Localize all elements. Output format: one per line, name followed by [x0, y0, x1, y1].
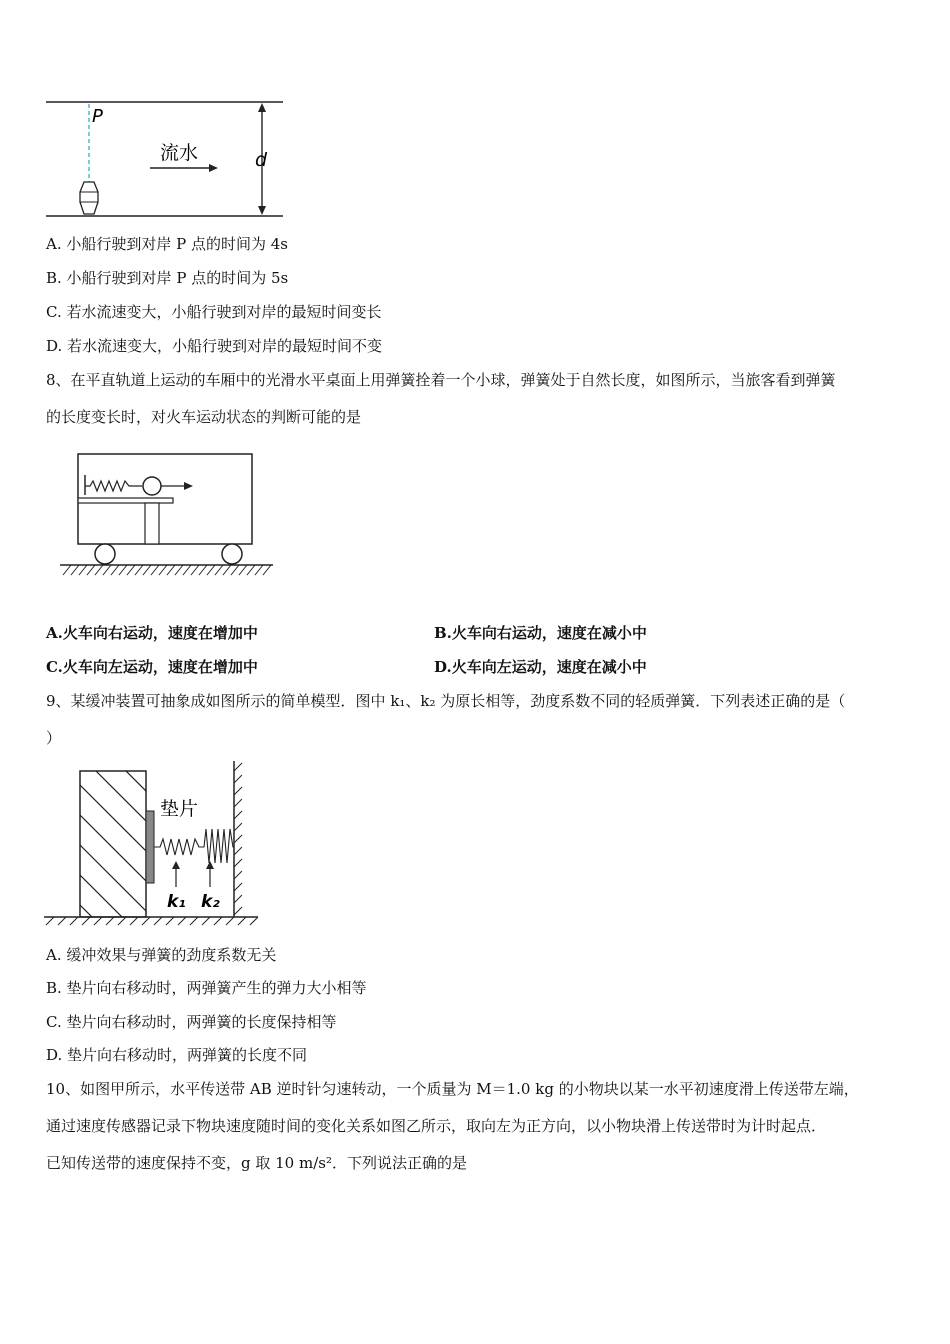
q8-stem-line2: 的长度变长时，对火车运动状态的判断可能的是	[46, 408, 362, 426]
q8-option-c: C.火车向左运动，速度在增加中	[46, 658, 258, 676]
q9-option-d: D. 垫片向右移动时，两弹簧的长度不同	[46, 1046, 308, 1064]
q8-option-d: D.火车向左运动，速度在减小中	[434, 658, 647, 676]
q7-option-d: D. 若水流速变大，小船行驶到对岸的最短时间不变	[46, 337, 383, 355]
wheel-left	[95, 544, 115, 564]
ball	[143, 477, 161, 495]
label-p: P	[92, 106, 103, 127]
wheel-right	[222, 544, 242, 564]
q8-option-b: B.火车向右运动，速度在减小中	[434, 624, 647, 642]
q10-stem-line3: 已知传送带的速度保持不变，g 取 10 m/s²．下列说法正确的是	[46, 1154, 467, 1172]
spring-k1	[154, 839, 202, 855]
q9-option-c: C. 垫片向右移动时，两弹簧的长度保持相等	[46, 1013, 337, 1031]
q9-stem-line1: 9、某缓冲装置可抽象成如图所示的简单模型．图中 k₁、k₂ 为原长相等，劲度系数不同的轻质弹簧．下列表述正确的是（	[46, 692, 846, 710]
q10-stem-line1: 10、如图甲所示，水平传送带 AB 逆时针匀速转动，一个质量为 M＝1.0 kg 的小物块以某一水平初速度滑上传送带左端，	[46, 1080, 859, 1098]
q10-stem-line2: 通过速度传感器记录下物块速度随时间的变化关系如图乙所示，取向左为正方向，以小物块滑上传送带时为计时起点．	[46, 1117, 827, 1135]
q7-option-b: B. 小船行驶到对岸 P 点的时间为 5s	[46, 269, 289, 287]
buffer-device-figure	[40, 755, 265, 930]
pad-label: 垫片	[160, 798, 199, 820]
boat-shape	[80, 182, 98, 214]
label-flow: 流水	[160, 142, 199, 164]
table-top	[78, 498, 173, 503]
label-k1: k₁	[167, 892, 186, 912]
q9-option-b: B. 垫片向右移动时，两弹簧产生的弹力大小相等	[46, 979, 367, 997]
spring-k2	[202, 829, 234, 863]
train-car-figure	[55, 450, 280, 585]
block	[80, 771, 146, 917]
pad	[146, 811, 154, 883]
q8-option-a: A.火车向右运动，速度在增加中	[46, 624, 258, 642]
table-leg	[145, 503, 159, 544]
q7-option-c: C. 若水流速变大，小船行驶到对岸的最短时间变长	[46, 303, 382, 321]
q7-option-a: A. 小船行驶到对岸 P 点的时间为 4s	[46, 235, 289, 253]
label-d: d	[255, 149, 268, 171]
river-crossing-figure	[40, 92, 300, 224]
label-k2: k₂	[201, 892, 220, 912]
q9-option-a: A. 缓冲效果与弹簧的劲度系数无关	[46, 946, 277, 964]
q8-stem-line1: 8、在平直轨道上运动的车厢中的光滑水平桌面上用弹簧拴着一个小球，弹簧处于自然长度，如图所示，当旅客看到弹簧	[46, 371, 836, 389]
q9-stem-line2: ）	[46, 729, 62, 747]
